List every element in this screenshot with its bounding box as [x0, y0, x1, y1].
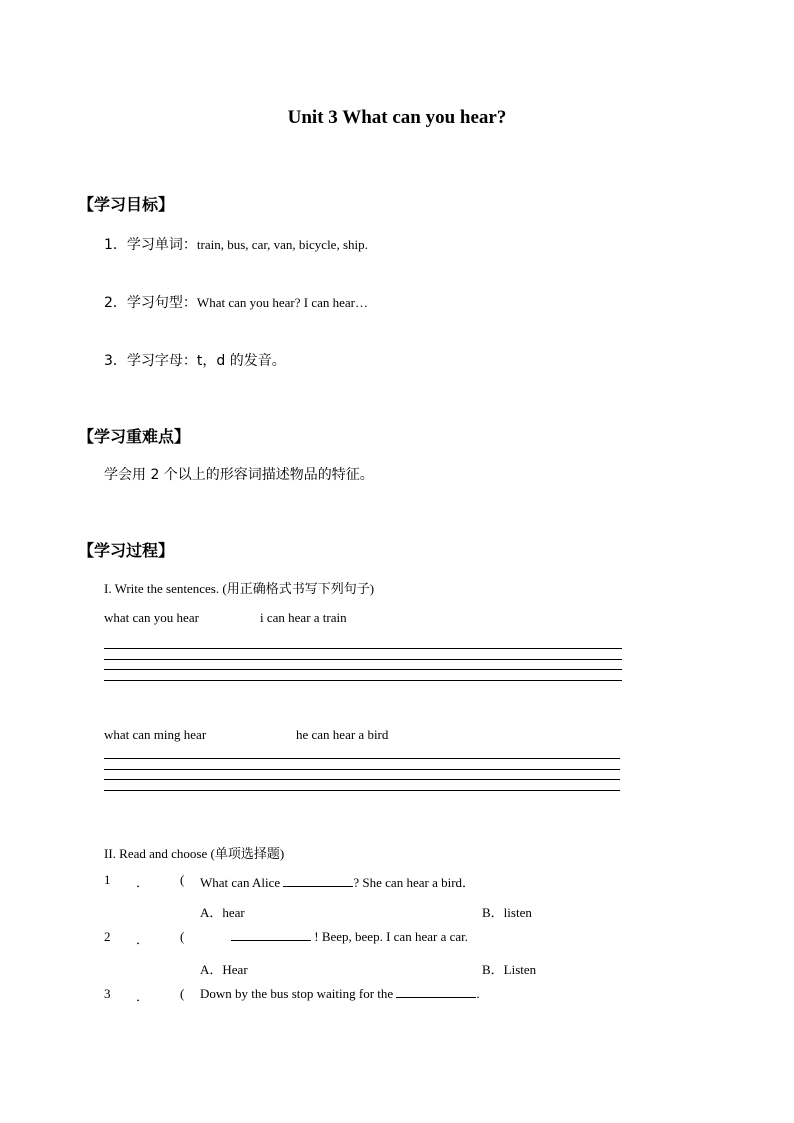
- objective-text: t，d 的发音。: [196, 353, 286, 369]
- question-3-dot: ．: [136, 989, 150, 1004]
- section-heading-difficulty: 【学习重难点】: [78, 427, 191, 446]
- question-3-paren: (: [180, 986, 185, 1001]
- sentence-1b: i can hear a train: [260, 610, 347, 625]
- answer-blank[interactable]: [283, 886, 353, 887]
- writing-line: [104, 790, 620, 791]
- writing-line: [104, 669, 622, 670]
- objective-num: 2．: [104, 295, 127, 311]
- difficulty-text: 学会用 2 个以上的形容词描述物品的特征。: [104, 467, 374, 483]
- answer-blank[interactable]: [231, 940, 311, 941]
- question-1-paren: (: [180, 872, 185, 887]
- objective-label: 学习字母：: [126, 353, 197, 369]
- question-1-num: 1: [104, 872, 111, 887]
- section-heading-objectives: 【学习目标】: [78, 195, 175, 214]
- writing-line: [104, 680, 622, 681]
- question-text-post: ! Beep, beep. I can hear a car.: [314, 929, 468, 944]
- section-heading-process: 【学习过程】: [78, 541, 175, 560]
- page-title: Unit 3 What can you hear?: [287, 107, 507, 128]
- objective-num: 3．: [104, 353, 127, 369]
- writing-line: [104, 659, 622, 660]
- writing-line: [104, 648, 622, 649]
- question-2-dot: ．: [136, 932, 150, 947]
- sentence-2a: what can ming hear: [104, 727, 207, 742]
- answer-blank[interactable]: [396, 997, 476, 998]
- question-text-pre: Down by the bus stop waiting for the: [200, 986, 394, 1001]
- writing-line: [104, 758, 620, 759]
- part2-title: II. Read and choose (单项选择题): [104, 846, 285, 861]
- question-1-text: [200, 872, 475, 891]
- question-text-post: .: [476, 986, 480, 1001]
- sentence-2b: he can hear a bird: [296, 727, 389, 742]
- question-text-pre: What can Alice: [200, 875, 281, 890]
- objective-text: What can you hear? I can hear…: [196, 295, 368, 310]
- question-2-text: [231, 929, 468, 945]
- part1-title: I. Write the sentences. (用正确格式书写下列句子): [104, 581, 375, 596]
- writing-lines-2[interactable]: [104, 758, 620, 792]
- question-2-paren: (: [180, 929, 185, 944]
- objective-item-3: [104, 350, 286, 370]
- question-2-option-a[interactable]: A．Hear: [200, 962, 248, 977]
- objective-item-1: [104, 234, 368, 254]
- writing-line: [104, 779, 620, 780]
- question-3-text: [200, 986, 480, 1002]
- objective-item-2: [104, 292, 368, 312]
- objective-text: train, bus, car, van, bicycle, ship.: [196, 237, 368, 252]
- writing-line: [104, 769, 620, 770]
- question-2-option-b[interactable]: B．Listen: [482, 962, 537, 977]
- objective-num: 1．: [104, 237, 127, 253]
- question-1-option-a[interactable]: A．hear: [200, 905, 245, 920]
- question-1-option-b[interactable]: B．listen: [482, 905, 532, 920]
- question-1-dot: ．: [136, 875, 150, 890]
- question-2-num: 2: [104, 929, 111, 944]
- objective-label: 学习句型：: [126, 295, 197, 311]
- question-3-num: 3: [104, 986, 111, 1001]
- question-text-post: ? She can hear a bird．: [353, 875, 476, 890]
- objective-label: 学习单词：: [126, 237, 197, 253]
- writing-lines-1[interactable]: [104, 648, 622, 682]
- sentence-1a: what can you hear: [104, 610, 199, 625]
